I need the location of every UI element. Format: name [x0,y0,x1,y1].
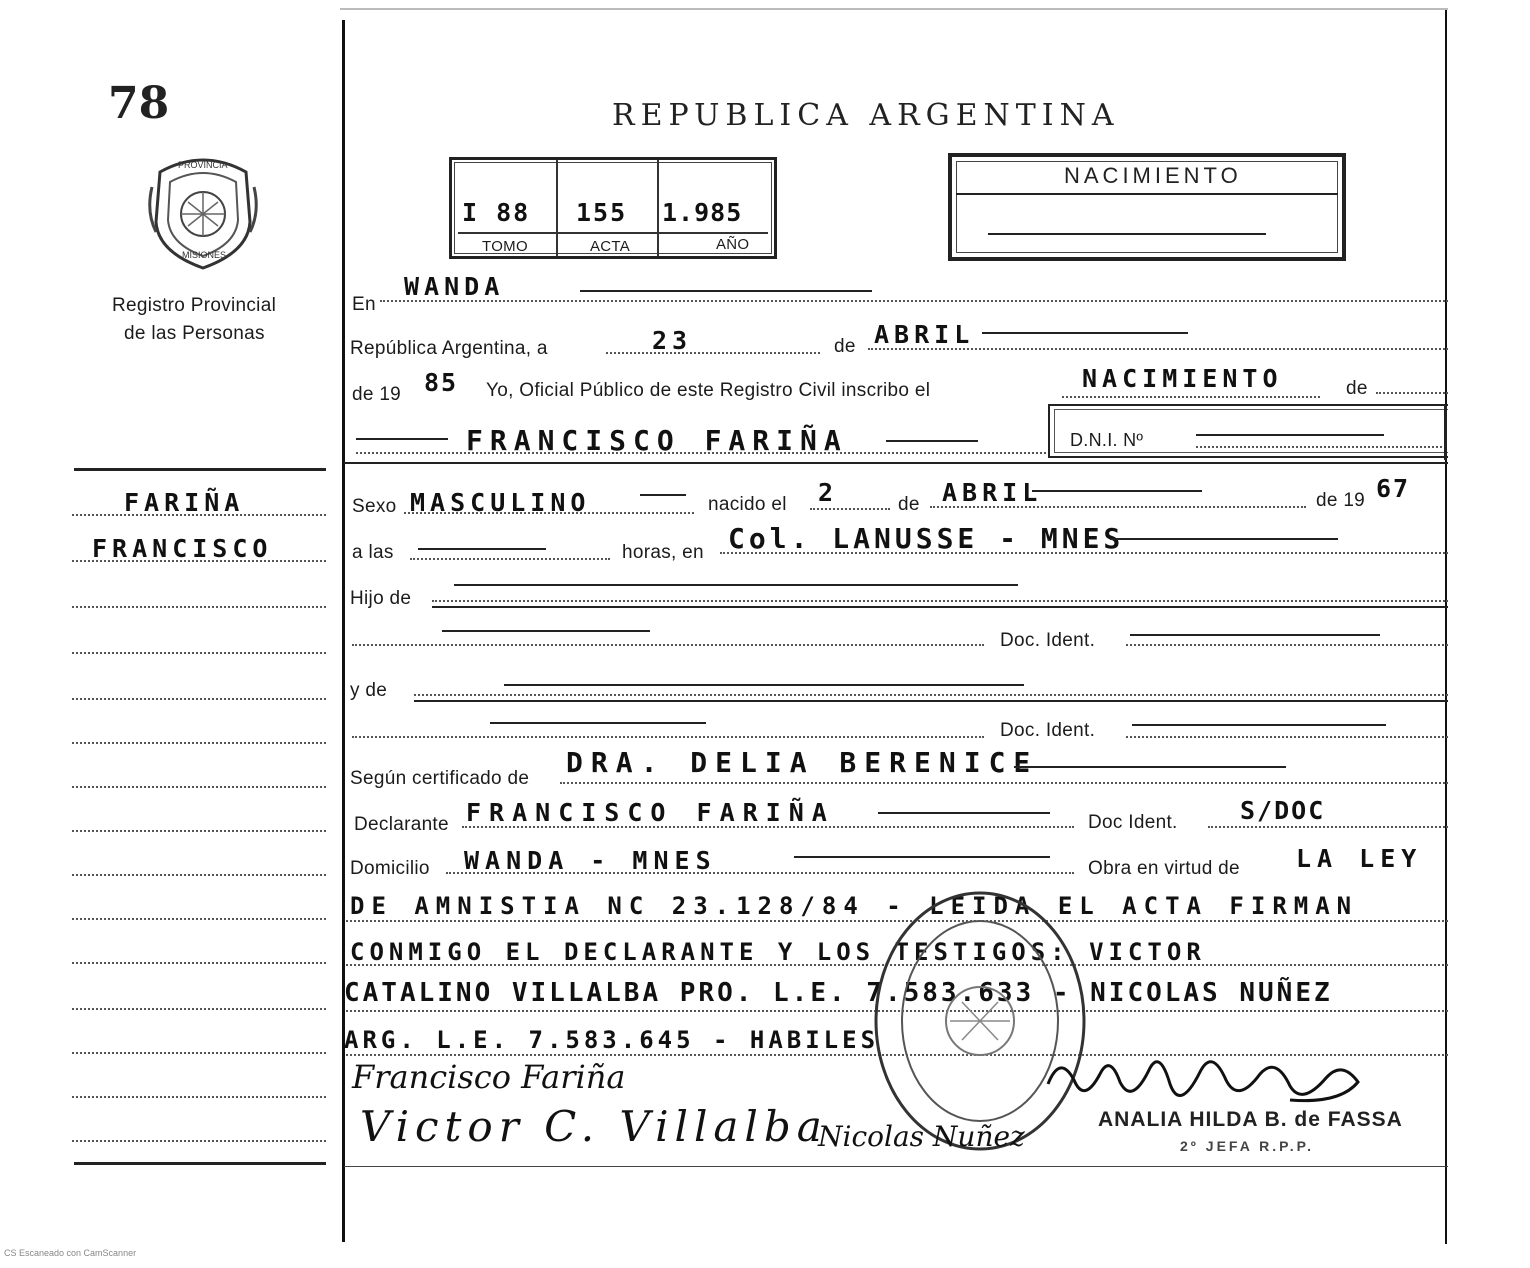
margin-dotted-line [72,1052,326,1054]
inscribo-value: NACIMIENTO [1082,364,1283,393]
sexo-value: MASCULINO [410,488,591,517]
signature-victor: Victor C. Villalba [360,1102,828,1151]
margin-rule-bottom [74,1162,326,1165]
left-border-line [342,20,345,1242]
body-line-1: DE AMNISTIA NC 23.128/84 - LEIDA EL ACTA FIRMAN [350,892,1359,920]
scanner-watermark: CS Escaneado con CamScanner [4,1248,137,1258]
margin-rule-top [74,468,326,471]
sexo-label: Sexo [352,496,397,517]
obra-value: LA LEY [1296,844,1423,873]
province-emblem [148,152,258,270]
body-line-3: CATALINO VILLALBA PRO. L.E. 7.583.633 - NICOLAS NUÑEZ [344,978,1333,1008]
margin-dotted-line [72,652,326,654]
republica-label: República Argentina, a [350,338,548,359]
de-label-3: de [898,494,920,515]
margin-given-name: FRANCISCO [92,534,273,563]
en-label: En [352,294,376,315]
record-type-title: NACIMIENTO [1064,163,1242,188]
certificado-value: DRA. DELIA BERENICE [566,746,1039,779]
margin-dotted-line [72,698,326,700]
signature-francisco: Francisco Fariña [352,1058,626,1096]
margin-dotted-line [72,1140,326,1142]
margin-dotted-line [72,1096,326,1098]
birth-year: 67 [1376,474,1411,503]
doc-ident-value: S/DOC [1240,796,1326,825]
hijo-label: Hijo de [350,588,412,609]
margin-dotted-line [72,962,326,964]
de19-label-2: de 19 [1316,490,1366,511]
doc-ident-label-1: Doc. Ident. [1000,630,1096,651]
page-number: 78 [108,78,170,129]
margin-dotted-line [72,918,326,920]
margin-dotted-line [72,830,326,832]
emblem-bottom-text: MISIONES [182,250,227,260]
emblem-top-text: PROVINCIA [178,160,228,170]
de19-label: de 19 [352,384,402,405]
margin-dotted-line [72,874,326,876]
margin-dotted-line [72,606,326,608]
year-value: 85 [424,368,459,397]
margin-dotted-line [72,742,326,744]
tomo-value: I 88 [462,198,531,227]
domicilio-label: Domicilio [350,858,430,879]
month-value: ABRIL [874,320,975,349]
de-label: de [834,336,856,357]
margin-surname: FARIÑA [124,488,245,517]
margin-dotted-line [72,1008,326,1010]
country-heading: REPUBLICA ARGENTINA [612,98,1120,133]
birth-month: ABRIL [942,478,1043,507]
record-number-box [449,157,777,259]
yde-label: y de [350,680,388,701]
en-value: WANDA [404,272,505,301]
declarante-label: Declarante [354,814,449,835]
official-signature [1040,1034,1370,1118]
birth-day: 2 [818,478,839,507]
signature-nicolas: Nicolas Nuñez [818,1120,1025,1153]
ano-value: 1.985 [662,198,743,227]
registry-name-line2: de las Personas [124,323,265,344]
registry-name-line1: Registro Provincial [112,295,277,316]
doc-ident-label-3: Doc Ident. [1088,812,1178,833]
alas-label: a las [352,542,394,563]
body-line-2: CONMIGO EL DECLARANTE Y LOS TESTIGOS: VICTOR [350,938,1206,966]
tomo-label: TOMO [482,238,528,255]
acta-value: 155 [576,198,628,227]
dni-box [1048,404,1448,458]
domicilio-value: WANDA - MNES [464,846,717,875]
official-name: ANALIA HILDA B. de FASSA [1098,1108,1403,1131]
nacido-label: nacido el [708,494,787,515]
horas-label: horas, en [622,542,704,563]
margin-dotted-line [72,560,326,562]
right-border-line [1445,8,1447,1244]
day-value: 23 [652,326,693,355]
inscribo-label: Yo, Oficial Público de este Registro Civil inscribo el [486,380,931,401]
obra-label: Obra en virtud de [1088,858,1240,879]
declarante-value: FRANCISCO FARIÑA [466,798,835,827]
margin-dotted-line [72,514,326,516]
de-label-2: de [1346,378,1368,399]
certificado-label: Según certificado de [350,768,530,789]
margin-dotted-line [72,786,326,788]
ano-label: AÑO [716,236,750,253]
record-type-box [948,153,1346,261]
acta-label: ACTA [590,238,631,255]
body-line-4: ARG. L.E. 7.583.645 - HABILES [344,1026,880,1054]
top-border-line [340,8,1448,10]
official-title: 2º JEFA R.P.P. [1180,1138,1315,1154]
place-value: Col. LANUSSE - MNES [728,522,1125,555]
dni-label: D.N.I. Nº [1070,430,1144,450]
person-name: FRANCISCO FARIÑA [466,424,848,457]
doc-ident-label-2: Doc. Ident. [1000,720,1096,741]
